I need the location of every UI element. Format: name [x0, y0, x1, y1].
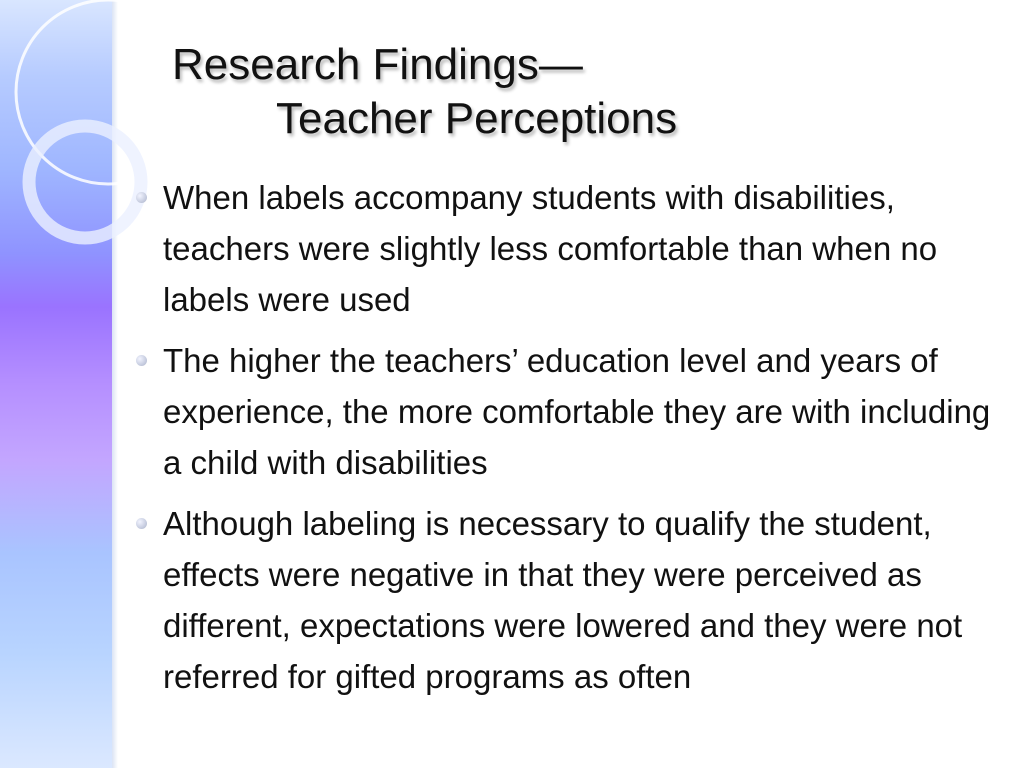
bullet-list	[128, 172, 1008, 712]
slide-title	[172, 38, 677, 146]
bullet-text: The higher the teachers’ education level and years of experience, the more comfortable they are with including a child with disabilities	[163, 342, 991, 481]
bullet-item	[128, 498, 1008, 702]
bullet-dot-icon	[136, 518, 147, 529]
bullet-dot-icon	[136, 355, 147, 366]
bullet-item	[128, 335, 1008, 488]
title-line-2: Teacher Perceptions	[276, 94, 678, 143]
bullet-dot-icon	[136, 192, 147, 203]
bullet-text: Although labeling is necessary to qualify the student, effects were negative in that they were perceived as different, expectations were lowered and they were not referred for gifted programs as often	[163, 505, 963, 695]
bullet-text: When labels accompany students with disabilities, teachers were slightly less comfortable than when no labels were used	[163, 179, 938, 318]
bullet-item	[128, 172, 1008, 325]
title-line-1: Research Findings—	[172, 40, 583, 89]
